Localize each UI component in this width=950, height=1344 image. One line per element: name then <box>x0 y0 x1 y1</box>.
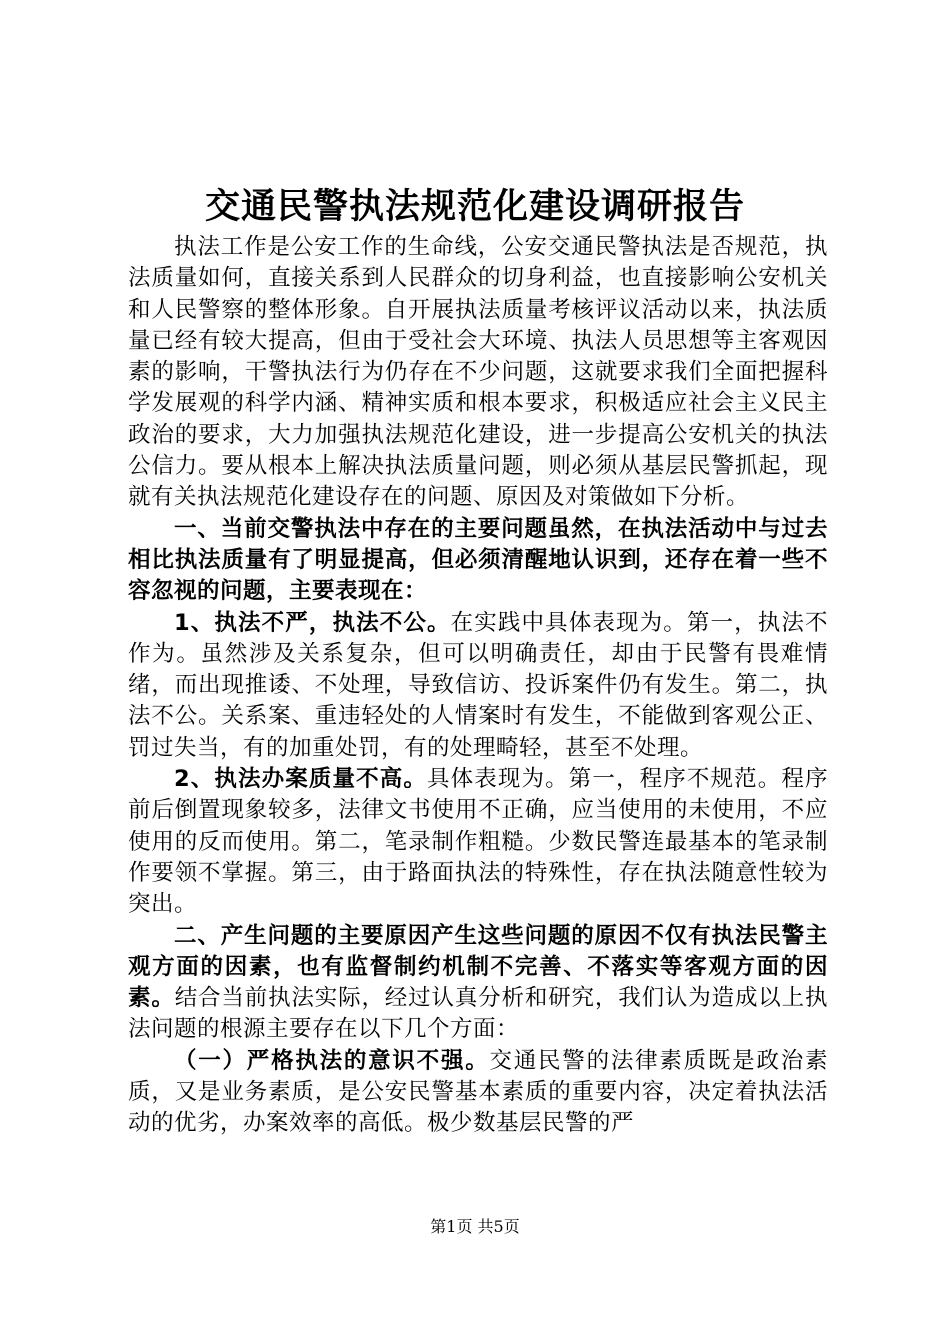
paragraph-text: 交通民警的法律素质既是政治素质，又是业务素质，是公安民警基本素质的重要内容，决定着执法活动的优劣，办案效率的高低。极少数基层民警的严 <box>128 1047 828 1137</box>
paragraph-item-1 <box>128 608 828 764</box>
document-body <box>128 232 828 1140</box>
paragraph-text: 执法工作是公安工作的生命线，公安交通民警执法是否规范，执法质量如何，直接关系到人民群众的切身利益，也直接影响公安机关和人民警察的整体形象。自开展执法质量考核评议活动以来，执法质量已经有较大提高，但由于受社会大环境、执法人员思想等主客观因素的影响，干警执法行为仍存在不少问题，这就要求我们全面把握科学发展观的科学内涵、精神实质和根本要求，积极适应社会主义民主政治的要求，大力加强执法规范化建设，进一步提高公安机关的执法公信力。要从根本上解决执法质量问题，则必须从基层民警抓起，现就有关执法规范化建设存在的问题、原因及对策做如下分析。 <box>128 234 828 511</box>
item-heading: 2、执法办案质量不高。 <box>174 766 428 793</box>
paragraph-section-2 <box>128 921 828 1046</box>
paragraph-text: 结合当前执法实际，经过认真分析和研究，我们认为造成以上执法问题的根源主要存在以下几个方面： <box>128 985 828 1043</box>
page-footer: 第1页 共5页 <box>430 1217 520 1236</box>
paragraph-text: 在实践中具体表现为。第一，执法不作为。虽然涉及关系复杂，但可以明确责任，却由于民警有畏难情绪，而出现推诿、不处理，导致信访、投诉案件仍有发生。第二，执法不公。关系案、重违轻处的人情案时有发生，不能做到客观公正、罚过失当，有的加重处罚，有的处理畸轻，甚至不处理。 <box>128 609 828 761</box>
item-heading: 1、执法不严，执法不公。 <box>174 609 451 636</box>
paragraph-text: 具体表现为。第一，程序不规范。程序前后倒置现象较多，法律文书使用不正确，应当使用的未使用，不应使用的反而使用。第二，笔录制作粗糙。少数民警连最基本的笔录制作要领不掌握。第三，由于路面执法的特殊性，存在执法随意性较为突出。 <box>128 766 828 918</box>
subsection-heading: （一）严格执法的意识不强。 <box>174 1047 490 1074</box>
paragraph-section-1 <box>128 514 828 608</box>
section-heading: 二、产生问题的主要原因产生这些问题的原因不仅有执法民警主观方面的因素，也有监督制约机制不完善、不落实等客观方面的因素。 <box>128 922 828 1012</box>
paragraph-intro <box>128 232 828 514</box>
paragraph-subsection-1 <box>128 1046 828 1140</box>
section-heading: 一、当前交警执法中存在的主要问题虽然，在执法活动中与过去相比执法质量有了明显提高，但必须清醒地认识到，还存在着一些不容忽视的问题，主要表现在： <box>128 515 828 605</box>
paragraph-item-2 <box>128 764 828 920</box>
page-title: 交通民警执法规范化建设调研报告 <box>204 187 745 227</box>
